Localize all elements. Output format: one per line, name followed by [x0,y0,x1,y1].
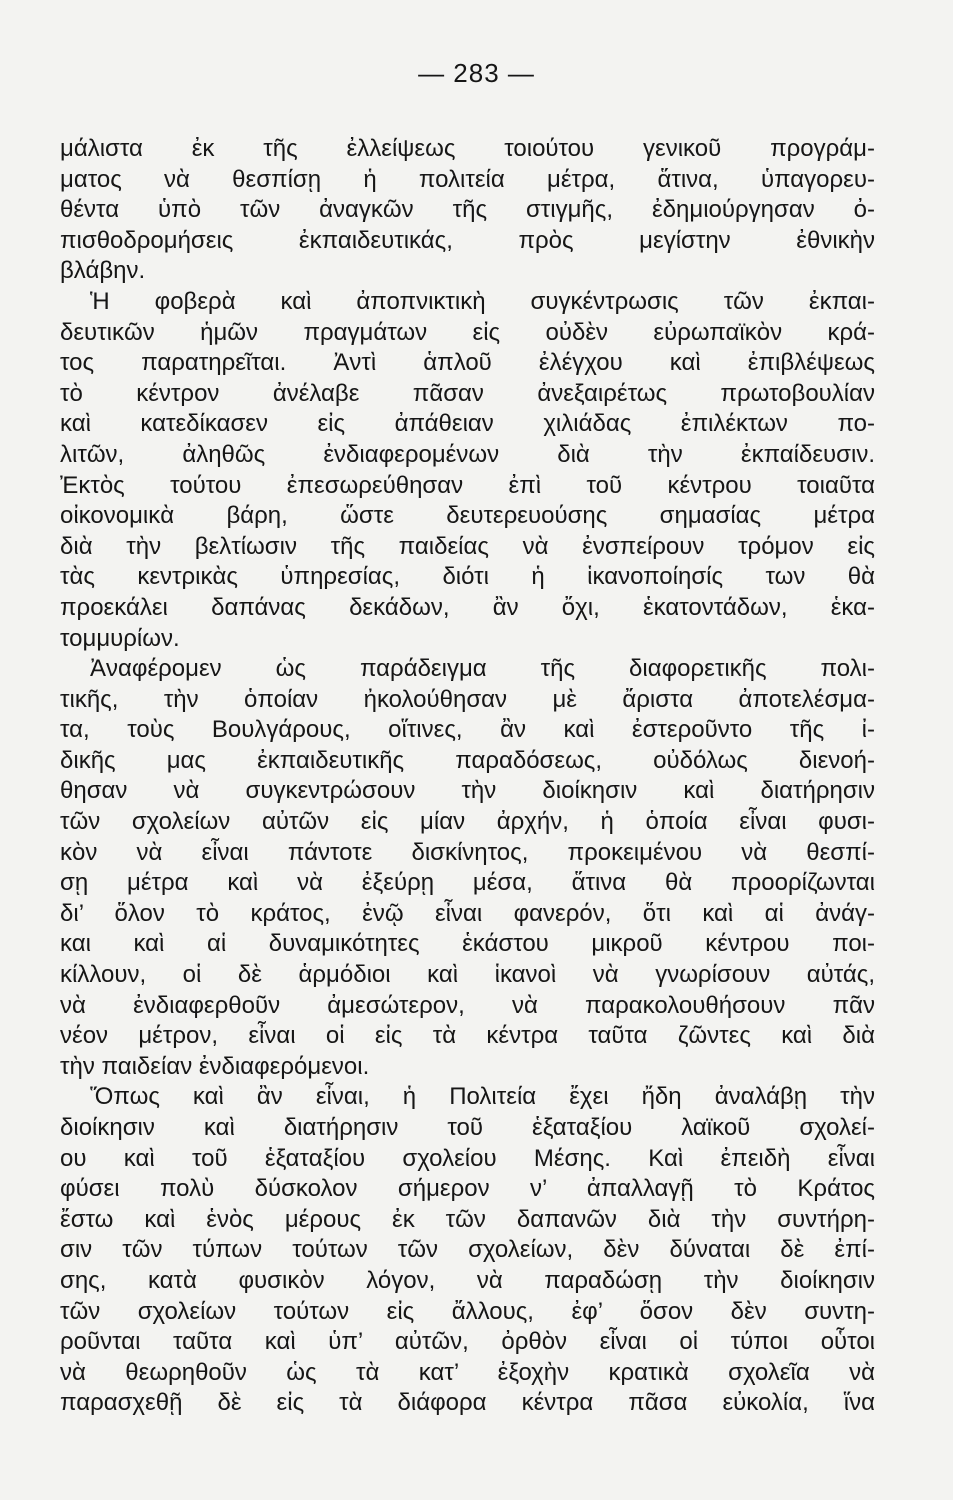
text-line: διοίκησιν καὶ διατήρησιν τοῦ ἑξαταξίου λαϊκοῦ σχολεί- [60,1114,875,1141]
text-line: δι’ ὅλον τὸ κράτος, ἐνῷ εἶναι φανερόν, ὅτι καὶ αἱ ἀνάγ- [60,899,875,927]
text-line: θησαν νὰ συγκεντρώσουν τὴν διοίκησιν καὶ διατήρησιν [60,777,875,805]
text-line: τὸ κέντρον ἀνέλαβε πᾶσαν ἀνεξαιρέτως πρωτοβουλίαν [60,379,875,407]
text-line: τὰς κεντρικὰς ὑπηρεσίας, διότι ἡ ἱκανοποίησίς των θὰ [60,563,875,591]
text-line: δικῆς μας ἐκπαιδευτικῆς παραδόσεως, οὐδόλως διενοή- [60,746,875,774]
text-line: σῃ μέτρα καὶ νὰ ἐξεύρῃ μέσα, ἅτινα θὰ προορίζωνται [60,869,875,897]
text-line: ου καὶ τοῦ ἑξαταξίου σχολείου Μέσης. Καὶ ἐπειδὴ εἶναι [60,1144,875,1172]
text-line: τος παρατηρεῖται. Ἀντὶ ἁπλοῦ ἐλέγχου καὶ ἐπιβλέψεως [60,349,875,377]
text-line: σιν τῶν τύπων τούτων τῶν σχολείων, δὲν δύναται δὲ ἐπί- [60,1236,875,1264]
text-line: προεκάλει δαπάνας δεκάδων, ἂν ὄχι, ἑκατοντάδων, ἑκα- [60,593,875,621]
paragraph [60,654,875,1082]
text-line: καὶ κατεδίκασεν εἰς ἀπάθειαν χιλιάδας ἐπιλέκτων πο- [60,410,875,438]
text-line: τομμυρίων. [60,624,180,652]
text-line: και καὶ αἱ δυναμικότητες ἑκάστου μικροῦ κέντρου ποι- [60,930,875,958]
paragraph [60,287,875,654]
text-line: βλάβην. [60,257,146,285]
text-line: παρασχεθῇ δὲ εἰς τὰ διάφορα κέντρα πᾶσα εὐκολία, ἵνα [60,1389,875,1417]
text-line: Ἀναφέρομεν ὡς παράδειγμα τῆς διαφορετικῆς πολι- [90,655,875,683]
text-line: δευτικῶν ἡμῶν πραγμάτων εἰς οὐδὲν εὐρωπαϊκὸν κρά- [60,318,875,346]
text-line: τὴν παιδείαν ἐνδιαφερόμενοι. [60,1052,370,1080]
text-line: κίλλουν, οἱ δὲ ἁρμόδιοι καὶ ἱκανοὶ νὰ γνωρίσουν αὐτάς, [60,961,875,989]
text-line: λιτῶν, ἀληθῶς ἐνδιαφερομένων διὰ τὴν ἐκπαίδευσιν. [60,440,875,468]
text-line: νὰ ἐνδιαφερθοῦν ἀμεσώτερον, νὰ παρακολουθήσουν πᾶν [60,991,875,1019]
paragraph [60,1082,875,1419]
text-line: Ἐκτὸς τούτου ἐπεσωρεύθησαν ἐπὶ τοῦ κέντρου τοιαῦτα [60,471,875,499]
text-line: οἰκονομικὰ βάρη, ὥστε δευτερευούσης σημασίας μέτρα [60,502,875,530]
text-line: νέον μέτρον, εἶναι οἱ εἰς τὰ κέντρα ταῦτα ζῶντες καὶ διὰ [60,1022,875,1050]
text-line: ματος νὰ θεσπίσῃ ἡ πολιτεία μέτρα, ἅτινα, ὑπαγορευ- [60,165,875,193]
text-line: τῶν σχολείων τούτων εἰς ἄλλους, ἐφ’ ὅσον δὲν συντη- [60,1297,875,1325]
text-line: τα, τοὺς Βουλγάρους, οἵτινες, ἂν καὶ ἐστεροῦντο τῆς ἰ- [60,716,875,744]
text-line: σης, κατὰ φυσικὸν λόγον, νὰ παραδώσῃ τὴν διοίκησιν [60,1266,875,1294]
text-line: θέντα ὑπὸ τῶν ἀναγκῶν τῆς στιγμῆς, ἐδημιούργησαν ὀ- [60,196,875,224]
text-line: ροῦνται ταῦτα καὶ ὑπ’ αὐτῶν, ὀρθὸν εἶναι οἱ τύποι οὗτοι [60,1328,875,1356]
text-line: τικῆς, τὴν ὁποίαν ἠκολούθησαν μὲ ἄριστα ἀποτελέσμα- [60,685,875,713]
text-line: τῶν σχολείων αὐτῶν εἰς μίαν ἀρχήν, ἡ ὁποία εἶναι φυσι- [60,808,875,836]
page-number: — 283 — [418,58,535,88]
body-text [60,134,875,1419]
text-line: κὸν νὰ εἶναι πάντοτε δισκίνητος, προκειμένου νὰ θεσπί- [60,838,875,866]
text-line: Ἡ φοβερὰ καὶ ἀποπνικτικὴ συγκέντρωσις τῶν ἐκπαι- [90,287,875,315]
text-line: ἔστω καὶ ἑνὸς μέρους ἐκ τῶν δαπανῶν διὰ τὴν συντήρη- [60,1205,875,1233]
text-line: νὰ θεωρηθοῦν ὡς τὰ κατ’ ἐξοχὴν κρατικὰ σχολεῖα νὰ [60,1358,875,1386]
paragraph [60,134,875,287]
text-line: Ὅπως καὶ ἂν εἶναι, ἡ Πολιτεία ἔχει ἤδη ἀναλάβῃ τὴν [90,1083,875,1111]
text-line: φύσει πολὺ δύσκολον σήμερον ν’ ἀπαλλαγῇ τὸ Κράτος [60,1175,875,1203]
text-line: μάλιστα ἐκ τῆς ἐλλείψεως τοιούτου γενικοῦ προγράμ- [60,135,875,162]
text-line: διὰ τὴν βελτίωσιν τῆς παιδείας νὰ ἐνσπείρουν τρόμον εἰς [60,532,875,560]
text-line: πισθοδρομήσεις ἐκπαιδευτικάς, πρὸς μεγίστην ἐθνικὴν [60,226,875,254]
